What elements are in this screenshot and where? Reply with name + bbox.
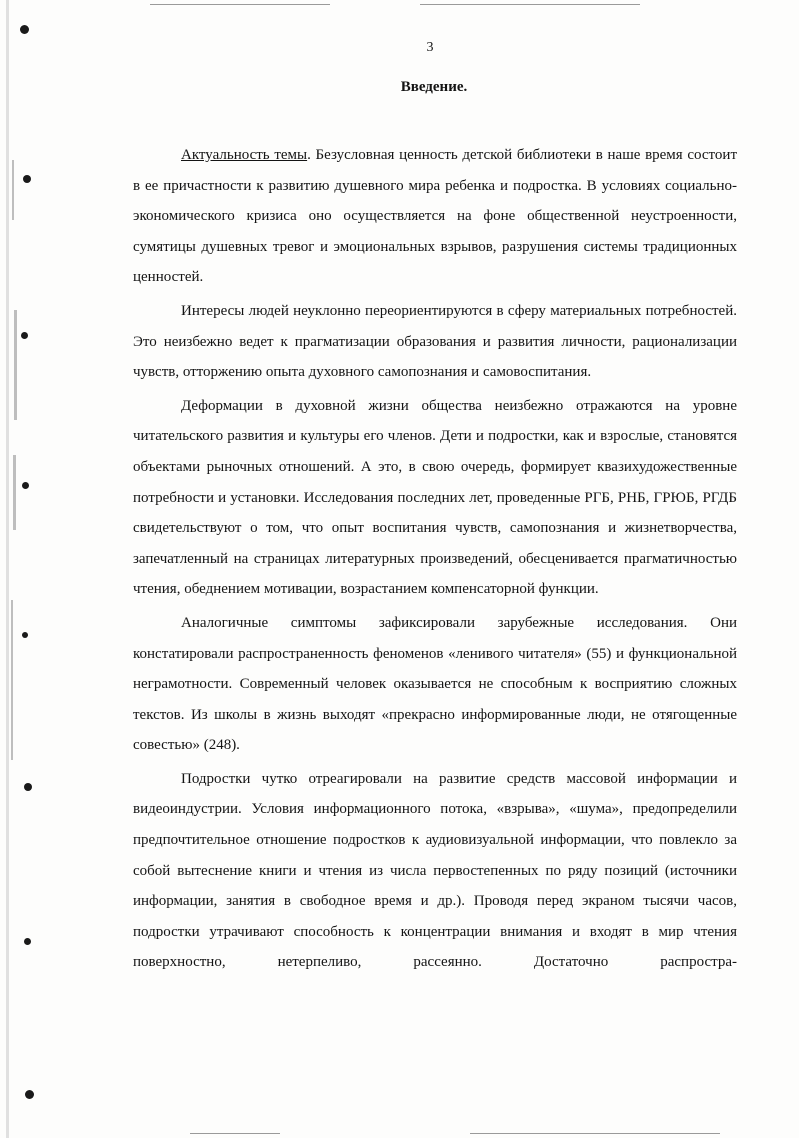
binding-hole-icon: [22, 632, 28, 638]
section-heading: Введение.: [400, 79, 468, 95]
binding-hole-icon: [20, 25, 29, 34]
paragraph-symptoms: [133, 608, 737, 761]
paragraph-interests: [133, 296, 737, 388]
binding-hole-icon: [23, 175, 31, 183]
paragraph-text: . Безусловная ценность детской библиотеки в наше время состоит в ее причастности к развитию душевного мира ребенка и подростка. В условиях социально-экономического кризиса оно осуществляется на фоне общественной неустроенности, сумятицы душевных тревог и эмоциональных взрывов, разрушения системы традиционных ценностей.: [133, 147, 737, 286]
paragraph-teenagers: [133, 764, 737, 978]
page-number: 3: [426, 40, 434, 55]
paragraph-deformations: [133, 391, 737, 605]
binding-hole-icon: [22, 482, 29, 489]
binding-hole-icon: [21, 332, 28, 339]
binding-hole-icon: [25, 1090, 34, 1099]
paragraph-text: Деформации в духовной жизни общества неизбежно отражаются на уровне читательского развития и культуры его членов. Дети и подростки, как и взрослые, становятся объектами рыночных отношений. А это, в свою очередь, формирует квазихудожественные потребности и установки. Исследования последних лет, проведенные РГБ, РНБ, ГРЮБ, РГДБ свидетельствуют о том, что опыт воспитания чувств, самопознания и жизнетворчества, запечатленный на страницах литературных произведений, обесценивается прагматичностью чтения, обеднением мотивации, возрастанием компенсаторной функции.: [133, 397, 737, 598]
paragraph-text: Подростки чутко отреагировали на развитие средств массовой информации и видеоиндустрии. Условия информационного потока, «взрыва», «шума», предопределили предпочтительное отношение подростков к аудиовизуальной информации, что повлекло за собой вытеснение книги и чтения из числа первостепенных по ряду позиций (источники информации, занятия в свободное время и др.). Проводя перед экраном тысячи часов, подростки утрачивают способность к концентрации внимания и входят в мир чтения поверхностно, нетерпеливо, рассеянно. Достаточно распростра-: [133, 770, 737, 971]
scan-top-line: [150, 4, 330, 5]
binding-hole-icon: [24, 783, 32, 791]
relevance-lead-term: Актуальность темы: [181, 147, 308, 163]
scan-bottom-line: [470, 1133, 720, 1134]
scan-edge-artifact: [0, 0, 40, 1138]
scan-bottom-line: [190, 1133, 280, 1134]
paragraph-relevance: [133, 140, 737, 293]
scan-top-line: [420, 4, 640, 5]
binding-hole-icon: [24, 938, 31, 945]
body-text: [133, 140, 737, 981]
paragraph-text: Аналогичные симптомы зафиксировали зарубежные исследования. Они констатировали распространенность феноменов «ленивого читателя» (55) и функциональной неграмотности. Современный человек оказывается не способным к восприятию сложных текстов. Из школы в жизнь выходят «прекрасно информированные люди, не отягощенные совестью» (248).: [133, 614, 737, 754]
paragraph-text: Интересы людей неуклонно переориентируются в сферу материальных потребностей. Это неизбежно ведет к прагматизации образования и развития личности, рационализации чувств, отторжению опыта духовного самопознания и самовоспитания.: [133, 302, 737, 381]
